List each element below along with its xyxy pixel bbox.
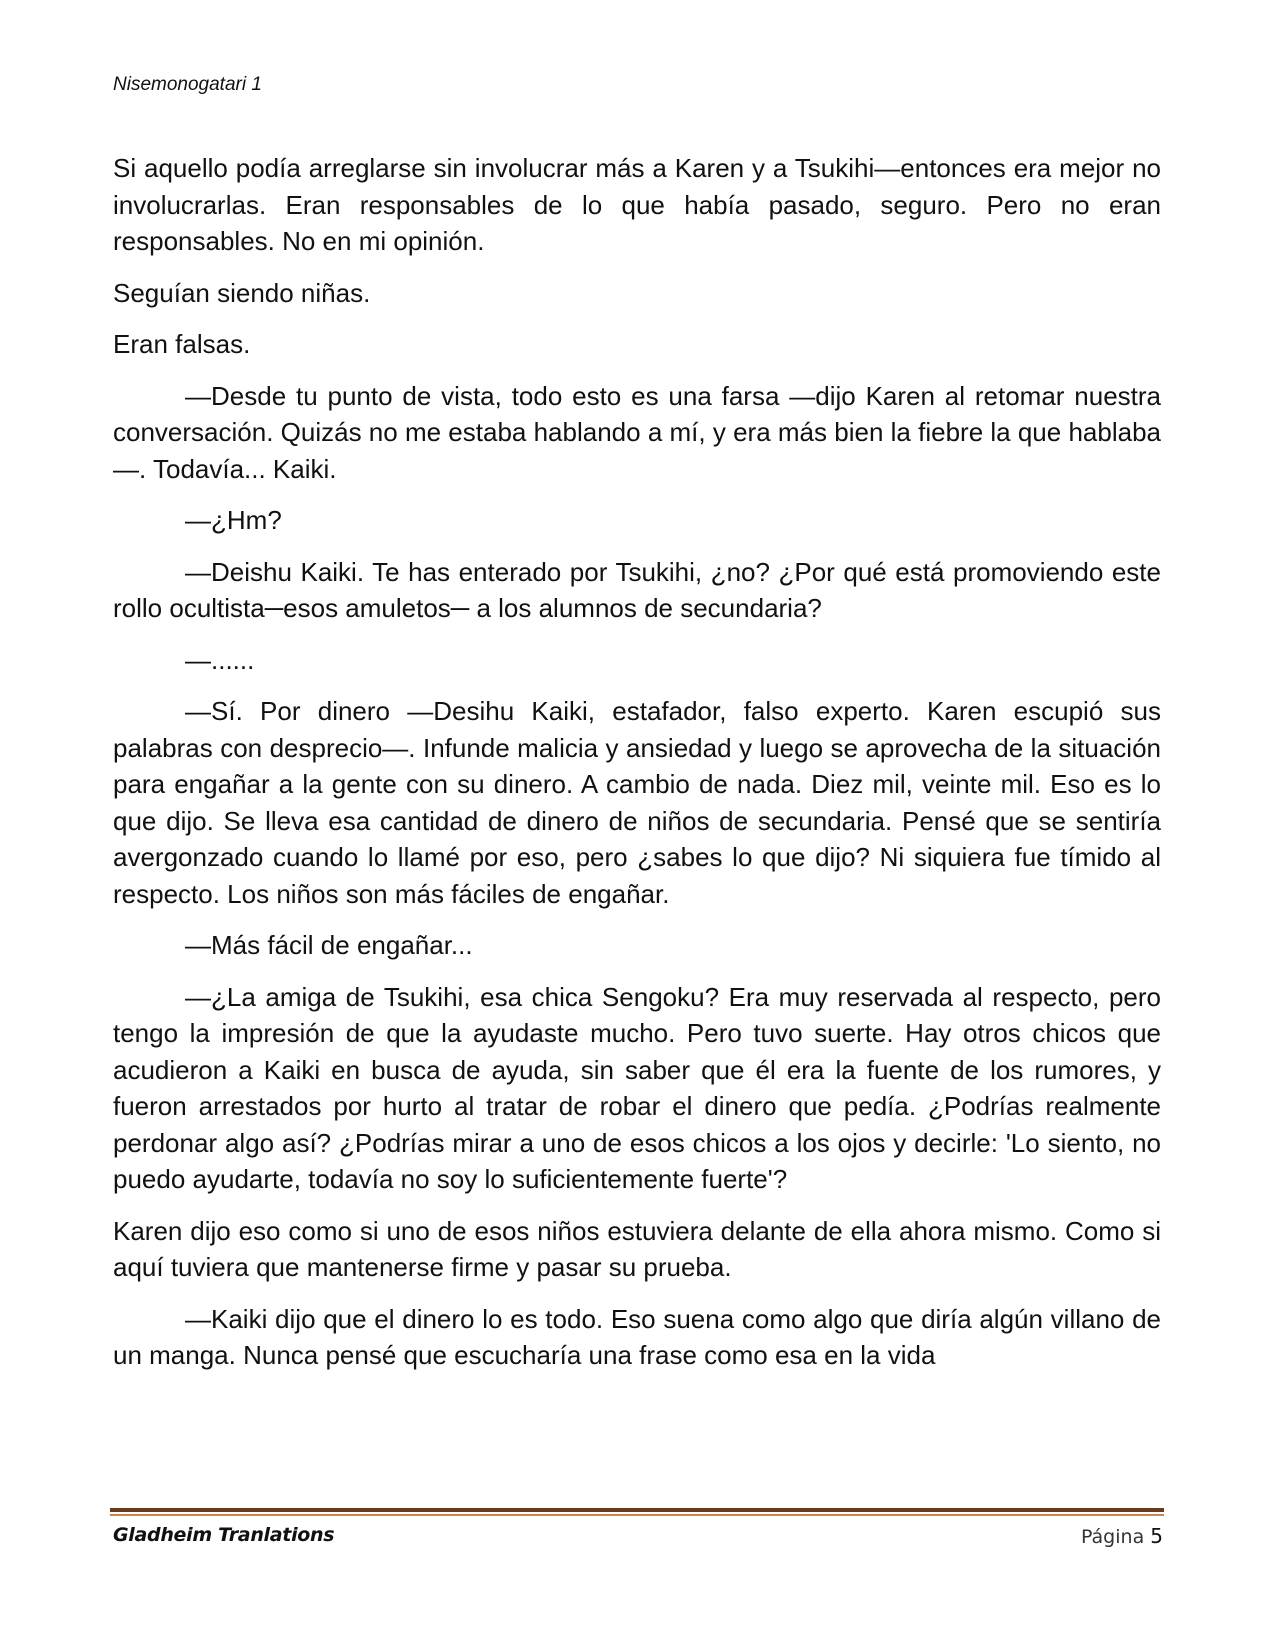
running-header: Nisemonogatari 1 [113, 74, 262, 95]
paragraph: —Más fácil de engañar... [185, 930, 473, 960]
paragraph: —Deishu Kaiki. Te has enterado por Tsukihi, ¿no? ¿Por qué está promoviendo este rollo ocultista─esos amuletos─ a los alumnos de secundaria? [113, 556, 1161, 623]
paragraph: —Kaiki dijo que el dinero lo es todo. Eso suena como algo que diría algún villano de un manga. Nunca pensé que escucharía una frase como esa en la vida [113, 1303, 1161, 1370]
paragraph: —Sí. Por dinero —Desihu Kaiki, estafador, falso experto. Karen escupió sus palabras con desprecio—. Infunde malicia y ansiedad y luego se aprovecha de la situación para engañar a la gente con su dinero. A cambio de nada. Diez mil, veinte mil. Eso es lo que dijo. Se lleva esa cantidad de dinero de niños de secundaria. Pensé que se sentiría avergonzado cuando lo llamé por eso, pero ¿sabes lo que dijo? Ni siquiera fue tímido al respecto. Los niños son más fáciles de engañar. [113, 696, 1161, 909]
footer-rule [110, 1508, 1164, 1512]
footer-credit: Gladheim Tranlations [113, 1524, 335, 1546]
paragraph: —¿La amiga de Tsukihi, esa chica Sengoku? Era muy reservada al respecto, pero tengo la impresión de que la ayudaste mucho. Pero tuvo suerte. Hay otros chicos que acudieron a Kaiki en busca de ayuda, sin saber que él era la fuente de los rumores, y fueron arrestados por hurto al tratar de robar el dinero que pedía. ¿Podrías realmente perdonar algo así? ¿Podrías mirar a uno de esos chicos a los ojos y decirle: 'Lo siento, no puedo ayudarte, todavía no soy lo suficientemente fuerte'? [113, 981, 1161, 1194]
paragraph: Karen dijo eso como si uno de esos niños estuviera delante de ella ahora mismo. Como si aquí tuviera que mantenerse firme y pasar su prueba. [113, 1215, 1161, 1282]
page-label: Página [1080, 1526, 1145, 1548]
paragraph: —¿Hm? [185, 505, 282, 535]
paragraph: —...... [185, 644, 255, 675]
paragraph: Si aquello podía arreglarse sin involucrar más a Karen y a Tsukihi—entonces era mejor no involucrarlas. Eran responsables de lo que había pasado, seguro. Pero no eran responsables. No en mi opinión. [113, 153, 1161, 256]
page-number-block [1081, 1524, 1163, 1548]
body-text [113, 150, 1161, 1389]
paragraph: —Desde tu punto de vista, todo esto es una farsa —dijo Karen al retomar nuestra conversación. Quizás no me estaba hablando a mí, y era más bien la fiebre la que hablaba—. Todavía... Kaiki. [113, 380, 1161, 484]
footer-rule-accent [110, 1514, 1164, 1516]
paragraph: Seguían siendo niñas. [113, 277, 371, 308]
paragraph: Eran falsas. [113, 329, 251, 359]
page-number: 5 [1150, 1524, 1163, 1548]
